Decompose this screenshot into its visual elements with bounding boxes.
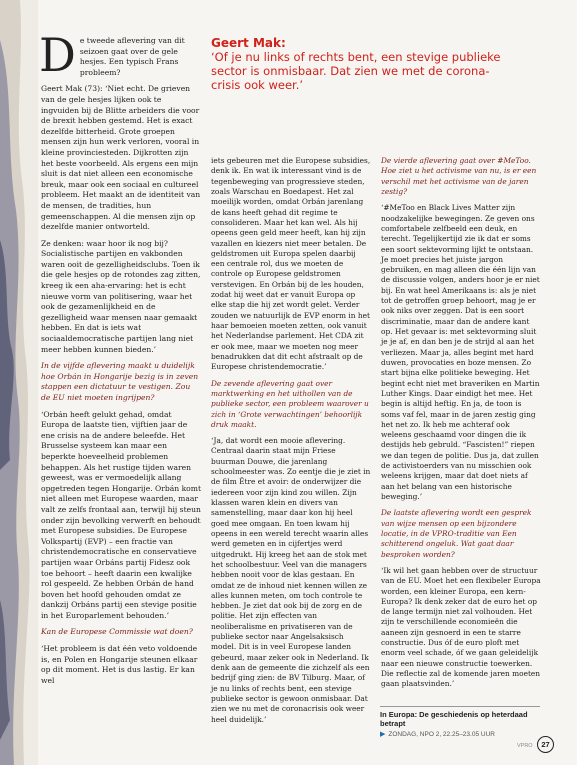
article-paragraph: iets gebeuren met die Europese subsidies, denk ik. En wat ik interessant vind is de tegenbeweging van progressieve steden, zoals Warschau en Boedapest. Het zal moeilijk worden, omdat Orbán jarenlang de kans heeft gehad dit regime te consolideren. Maar het kan wel. Als hij opeens geen geld meer heeft, kan hij zijn vazallen en kiezers niet meer betalen. De geldstromen uit Europa spelen daarbij een centrale rol, dus we moeten de controle op Europese geldstromen verstevigen. En Orbán bij de les houden, zodat hij weet dat er vanuit Europa op elke stap die hij zet wordt gelet. Verder zouden we natuurlijk de EVP enorm in het haar bemoeien moeten zetten, ook vanuit het Nederlandse parlement. Het CDA zit er ook mee, maar we moeten nog meer benadrukken dat dit echt afstraalt op de Europese christendemocratie.’ [211,156,371,372]
pull-quote-author: Geert Mak: [211,36,286,50]
article-paragraph: ‘Ja, dat wordt een mooie aflevering. Centraal daarin staat mijn Friese buurman Douwe, die jarenlang schoolmeester was. Zo eentje die je ziet in de film Être et avoir: de onderwijzer die iedereen voor zijn kind zou willen. Zijn klassen waren klein en divers van samenstelling, maar daar kon hij heel goed mee omgaan. En toen kwam hij opeens in een wereld terecht waarin alles werd gemeten en in cijfertjes werd uitgedrukt. Hij kreeg het aan de stok met het schoolbestuur. Veel van die managers hebben nooit voor de klas gestaan. En omdat ze de inhoud niet kennen willen ze alles kunnen meten, om toch controle te hebben. Je ziet dat ook bij de zorg en de politie. Het zijn effecten van neoliberalisme en privatiseren van de publieke sector naar Angelsaksisch model. Dit is in veel Europese landen gebeurd, maar zeker ook in Nederland. Ik denk aan de gemeente die zichzelf als een bedrijf ging zien: de BV Tilburg. Maar, of je nu links of rechts bent, een stevige publieke sector is gewoon onmisbaar. Dat zien we nu met de coronacrisis ook weer heel duidelijk.’ [211,436,371,724]
article-column-2 [211,156,371,731]
broadcast-time: ZONDAG, NPO 2, 22.25–23.05 UUR [388,731,495,738]
pull-quote-text: ‘Of je nu links of rechts bent, een stevige publieke sector is onmisbaar. Dat zien we met de corona-crisis ook weer.’ [211,50,501,92]
article-paragraph: e tweede aflevering van dit seizoen gaat over de gele hesjes. Een typisch Frans probleem? [79,36,185,77]
interview-question: Kan de Europese Commissie wat doen? [41,627,193,637]
article-paragraph: Geert Mak (73): ‘Niet echt. De grieven van de gele hesjes lijken ook te ingvuiden bij de Blitte arbeiders die voor de brexit hebben gestemd. Het is exact dezelfde bitterheid. Grote groepen mensen zijn hun werk verloren, vooral in kleine provinciesteden. Dijkrotten zijn het beste voorbeeld. Als ergens een mijn sluit is dat niet alleen een economische breuk, maar ook een sociaal en cultureel probleem. Het maakt an de identiteit van de mensen, de tradities, hun gemeenschappen. Al die mensen zijn op dezelfde manier ontworteld. [41,84,201,232]
play-arrow-icon: ▶ [380,731,386,738]
interview-question: De laatste aflevering wordt een gesprek van wijze mensen op een bijzondere locatie, in de VPRO-traditie van Een schitterend ongeluk. Wat gaat daar besproken worden? [381,508,532,559]
drop-cap: D [39,28,76,82]
interview-question: In de vijfde aflevering maakt u duidelijk hoe Orbán in Hongarije bezig is in zeven stappen een dictatuur te vestigen. Zou de EU niet moeten ingrijpen? [41,361,199,402]
broadcast-info-box [380,706,540,739]
article-column-3 [381,156,541,696]
article-paragraph: ‘Het probleem is dat één veto voldoende is, en Polen en Hongarije steunen elkaar op dit moment. Het is dus lastig. Er kan wel [41,644,198,685]
article-paragraph: ‘Orbán heeft gelukt gehad, omdat Europa de laatste tien, vijftien jaar de ene crisis na de andere beleefde. Het Brusselse systeem kan maar een beperkte hoeveelheid problemen behappen. Als het rustige tijden waren geweest, was er vermoedelijk allang opgetreden tegen Hongarije. Orbán komt niet alleen met Europese waarden, maar valt ze zelfs frontaal aan, terwijl hij steun onder zijn bevolking verwerft en behoudt met Europese subsidies. De Europese Volkspartij (EVP) – een fractie van christendemocratische en conservatieve partijen waar Orbáns partij Fidesz ook toe behoort – heeft daarin een kwalijke rol gespeeld. Ze hebben Orbán de hand boven het hoofd gehouden omdat ze dankzij Orbáns partij een stevige positie in het Europarlement behouden.’ [41,409,202,620]
decorative-photo-edge [0,0,38,765]
article-paragraph: ‘Ik wil het gaan hebben over de structuur van de EU. Moet het een flexibeler Europa worden, een kleiner Europa, een kern-Europa? Ik denk zeker dat de euro het op de lange termijn niet zal volhouden. Het zijn te verschillende economieën die aaneen zijn gesnoerd in een te starre constructie. Dus óf de euro ploft met enorm veel schade, óf we gaan geleidelijk naar een nieuwe constructie toewerken. Die reflectie zal de komende jaren moeten gaan plaatsvinden.’ [381,565,541,689]
pull-quote [211,36,511,92]
broadcast-schedule [380,730,540,739]
article-column-1 [39,28,202,692]
article-paragraph: Ze denken: waar hoor ik nog bij? Socialistische partijen en vakbonden waren ooit de gezelligheidsclubs. Toen ik die gele hesjes op de rotondes zag zitten, kreeg ik een aha-ervaring: het is echt nieuwe vorm van politisering, waar het ook de gezamenlijkheid en de gezelligheid waar mensen naar gemaakt hebben. En dat is iets wat sociaaldemocratische partijen lang niet meer hebben kunnen bieden.’ [41,238,201,354]
interview-question: De zevende aflevering gaat over marktwerking en het uithollen van de publieke sector, een probleem waarover u zich in ‘Grote verwachtingen’ behoorlijk druk maakt. [211,378,369,429]
broadcast-title: In Europa: De geschiedenis op heterdaad betrapt [380,710,528,728]
article-paragraph: ‘#MeToo en Black Lives Matter zijn noodzakelijke bewegingen. Ze geven ons comfortabele zelfbeeld een deuk, en terecht. Tegelijkertijd zie ik dat er soms een soort sektevorming lijkt te ontstaan. Je moet precies het juiste jargon gebruiken, en mag alleen die één lijn van de discussie volgen, anders hoor je er niet bij. En wat heel Amerikaans is: als je niet tot de getroffen groep behoort, mag je er ook niks over zeggen. Dat is een soort discriminatie, maar dan de andere kant op. Het gevaar is: met sektevorming sluit je je af, en dan ben je de strijd al aan het verliezen. Maar ja, alles begint met hard duwen, provocaties en boze mensen. Zo start bijna elke politieke beweging. Het begint echt niet met braveriken en Martin Luther Kings. Daar eindigt het mee. Het begin is altijd heftig. En ja, de toon is soms vaf fel, maar in de jaren zestig ging het net zo. Ik heb me achteraf ook weleens geschaamd voor dingen die ik destijds heb gebruld. “Fascisten!” riepen we dan tegen de politie. Dus ja, dat zullen de activistoerders van nu misschien ook weleens krijgen, maar dat doet niets af aan het belang van een historische beweging.’ [381,203,540,501]
page-number: 27 [537,736,554,753]
footer-brand: VPRO [517,743,533,749]
interview-question: De vierde aflevering gaat over #MeToo. Hoe ziet u het activisme van nu, is er een verschil met het activisme van de jaren zestig? [381,156,537,196]
